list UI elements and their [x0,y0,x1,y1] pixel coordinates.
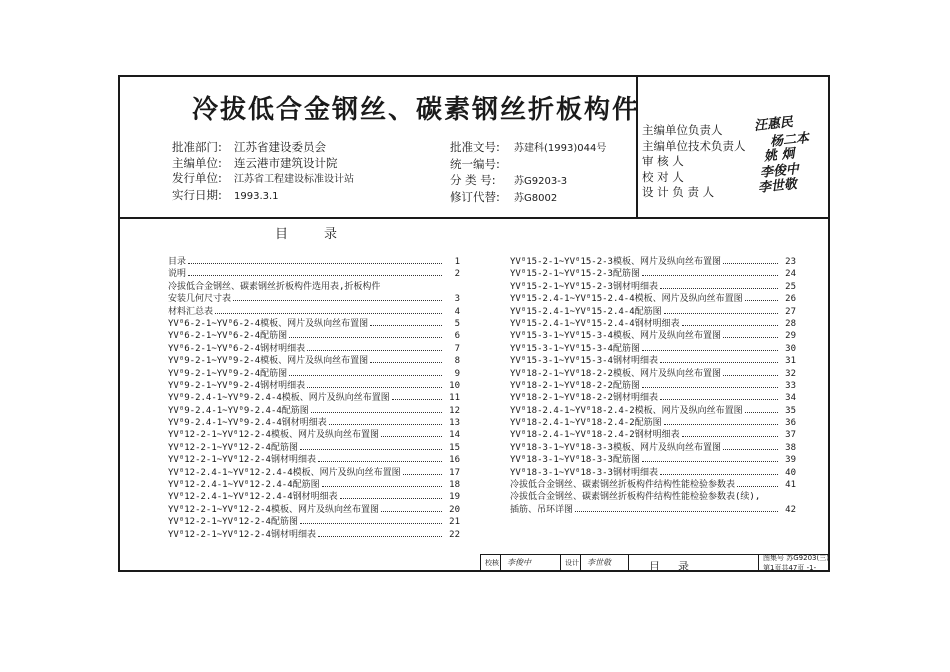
toc-entry [510,479,796,491]
toc-entry-title: YV⁰12-2.4-1~YV⁰12-2.4-4钢材明细表 [168,492,338,503]
toc-entry-title: YV⁰18-3-1~YV⁰18-3-3配筋图 [510,455,640,466]
toc-entry-page: 24 [785,269,796,280]
toc-entry-page: 8 [454,356,460,367]
toc-entry-page: 20 [449,504,460,515]
toc-leader-dots [188,263,442,264]
header-divider [636,77,638,217]
toc-leader-dots [723,337,778,338]
toc-entry-title: 插筋、吊环详图 [510,504,574,515]
toc-leader-dots [300,449,442,450]
toc-entry-title: YV⁰9-2-1~YV⁰9-2-4模板、网片及纵向丝布置图 [168,356,369,367]
toc-leader-dots [642,387,778,388]
toc-heading: 目录 [275,227,374,242]
toc-entry-page: 38 [785,442,796,453]
toc-entry-title: YV⁰9-2.4-1~YV⁰9-2.4-4配筋图 [168,405,309,416]
toc-entry [168,281,460,293]
person-role: 校 对 人 [642,169,684,184]
toc-entry-page: 35 [785,405,796,416]
toc-entry-title: YV⁰18-2.4-1~YV⁰18-2.4-2钢材明细表 [510,430,680,441]
toc-entry [168,429,460,441]
info-value: 苏G8002 [514,192,558,204]
toc-entry-title: 冷拔低合金钢丝、碳素钢丝折板构件结构性能检验参数表(续), [510,492,761,503]
info-label: 发行单位: [172,171,222,185]
toc-leader-dots [660,362,778,363]
info-label: 实行日期: [172,187,222,202]
toc-entry [168,293,460,305]
page-label: 第1页共47页 [763,564,805,572]
info-value: 江苏省建设委员会 [234,140,326,154]
toc-entry-title: YV⁰9-2.4-1~YV⁰9-2.4-4模板、网片及纵向丝布置图 [168,393,390,404]
signature: 李世敬 [757,177,798,196]
toc-entry-page: 31 [785,356,796,367]
toc-leader-dots [188,275,442,276]
toc-entry-page: 11 [449,393,460,404]
toc-leader-dots [664,313,778,314]
toc-left-column [168,256,460,541]
info-row [450,173,606,190]
toc-entry-title: YV⁰6-2-1~YV⁰6-2-4钢材明细表 [168,343,306,354]
toc-entry-title: YV⁰18-2-1~YV⁰18-2-2钢材明细表 [510,393,658,404]
signature: 杨二本 [769,130,810,150]
person-role: 审 核 人 [642,154,684,168]
toc-entry [510,405,796,417]
toc-entry [510,281,796,293]
toc-entry-page: 10 [449,380,460,391]
toc-leader-dots [660,399,778,400]
toc-entry-title: YV⁰15-3-1~YV⁰15-3-4钢材明细表 [510,356,658,367]
toc-entry-page: 15 [449,442,460,453]
info-value: 连云港市建筑设计院 [234,155,338,170]
person-row [642,146,796,170]
toc-entry-page: 5 [454,318,460,329]
info-value: 苏建科(1993)044号 [514,143,607,154]
toc-entry-title: YV⁰15-2-1~YV⁰15-2-3配筋图 [510,269,640,280]
toc-entry-page: 33 [785,380,796,391]
toc-entry-title: YV⁰18-3-1~YV⁰18-3-3模板、网片及纵向丝布置图 [510,442,721,453]
toc-entry-page: 2 [454,269,460,280]
toc-entry-page: 42 [785,504,796,515]
toc-entry-title: YV⁰15-2.4-1~YV⁰15-2.4-4模板、网片及纵向丝布置图 [510,294,743,305]
toc-entry [510,454,796,466]
toc-entry [510,293,796,305]
info-row [450,140,606,157]
toc-leader-dots [370,325,442,326]
toc-entry-title: YV⁰12-2-1~YV⁰12-2-4配筋图 [168,517,298,528]
approval-info-left [172,140,354,204]
person-row [642,115,794,139]
toc-entry [510,380,796,392]
toc-entry [168,343,460,355]
toc-entry-title: YV⁰12-2-1~YV⁰12-2-4模板、网片及纵向丝布置图 [168,430,379,441]
toc-leader-dots [215,313,442,314]
tb-label-check: 校核 [481,555,501,571]
toc-entry [168,330,460,342]
toc-entry [168,442,460,454]
title-block [480,554,829,571]
toc-leader-dots [745,300,778,301]
info-label: 主编单位: [172,155,222,170]
info-row [172,140,354,156]
toc-entry [510,343,796,355]
toc-leader-dots [723,263,778,264]
tb-label-design: 设计 [561,555,581,571]
info-label: 统一编号: [450,156,500,171]
toc-leader-dots [381,511,442,512]
toc-entry [510,442,796,454]
toc-entry-title: YV⁰15-2.4-1~YV⁰15-2.4-4配筋图 [510,306,662,317]
toc-entry-title: YV⁰18-2-1~YV⁰18-2-2配筋图 [510,380,640,391]
toc-entry [510,491,796,503]
toc-leader-dots [737,486,778,487]
toc-entry [168,380,460,392]
toc-entry-title: 目录 [168,257,187,267]
toc-entry [168,491,460,503]
toc-entry-title: 说明 [168,269,187,280]
toc-right-column [510,256,796,516]
toc-entry [510,306,796,318]
toc-leader-dots [403,474,442,475]
toc-leader-dots [307,350,442,351]
toc-entry [510,504,796,516]
toc-entry [168,318,460,330]
toc-entry [510,330,796,342]
toc-entry-page: 29 [785,331,796,342]
toc-entry [510,318,796,330]
toc-entry [510,368,796,380]
signature: 姚 炯 [763,146,796,165]
toc-entry-title: YV⁰15-2-1~YV⁰15-2-3钢材明细表 [510,281,658,292]
toc-entry-title: YV⁰18-2.4-1~YV⁰18-2.4-2配筋图 [510,418,662,429]
info-row [172,156,354,172]
info-row [450,157,606,174]
tb-atlas [763,553,829,573]
toc-entry [168,504,460,516]
toc-entry-title: YV⁰15-3-1~YV⁰15-3-4模板、网片及纵向丝布置图 [510,331,721,342]
signature: 汪惠民 [753,115,794,134]
toc-entry [168,392,460,404]
toc-entry-page: 28 [785,318,796,329]
sheet-header [120,77,828,219]
toc-leader-dots [664,424,778,425]
info-label: 修订代替: [450,189,500,204]
toc-entry [168,454,460,466]
toc-entry-title: YV⁰9-2-1~YV⁰9-2-4钢材明细表 [168,380,306,391]
toc-entry-title: YV⁰18-2-1~YV⁰18-2-2模板、网片及纵向丝布置图 [510,368,721,379]
toc-entry-page: 13 [449,418,460,429]
toc-entry [168,405,460,417]
toc-entry-title: YV⁰18-3-1~YV⁰18-3-3钢材明细表 [510,467,658,478]
toc-leader-dots [311,412,442,413]
toc-entry [168,417,460,429]
toc-entry [510,268,796,280]
info-value: 江苏省工程建设标准设计站 [234,174,354,185]
toc-entry-title: YV⁰12-2-1~YV⁰12-2-4配筋图 [168,442,298,453]
toc-entry-page: 12 [449,405,460,416]
toc-entry-page: 16 [449,455,460,466]
toc-leader-dots [318,461,442,462]
toc-entry [168,516,460,528]
toc-entry-page: 21 [449,517,460,528]
toc-leader-dots [392,399,442,400]
responsible-persons [642,115,810,201]
toc-leader-dots [318,536,442,537]
toc-entry-title: YV⁰12-2.4-1~YV⁰12-2.4-4配筋图 [168,480,320,491]
toc-leader-dots [233,300,442,301]
toc-entry-page: 14 [449,430,460,441]
toc-entry-title: YV⁰18-2.4-1~YV⁰18-2.4-2模板、网片及纵向丝布置图 [510,405,743,416]
toc-entry-title: YV⁰9-2-1~YV⁰9-2-4配筋图 [168,368,288,379]
toc-entry [510,392,796,404]
toc-entry [168,479,460,491]
toc-entry-title: 材料汇总表 [168,306,214,317]
toc-entry-page: 1 [454,257,460,267]
toc-leader-dots [660,288,778,289]
info-label: 批准文号: [450,140,500,154]
toc-entry-page: 40 [785,467,796,478]
info-label: 批准部门: [172,140,222,154]
toc-leader-dots [300,523,442,524]
info-row [450,190,606,207]
toc-entry-title: YV⁰12-2-1~YV⁰12-2-4钢材明细表 [168,455,316,466]
toc-entry-page: 39 [785,455,796,466]
toc-entry [510,256,796,268]
toc-entry-title: YV⁰9-2.4-1~YV⁰9-2.4-4钢材明细表 [168,418,327,429]
toc-leader-dots [575,511,778,512]
toc-entry [168,368,460,380]
toc-leader-dots [340,498,442,499]
toc-leader-dots [723,449,778,450]
toc-entry [168,256,460,268]
toc-leader-dots [642,461,778,462]
toc-leader-dots [289,375,442,376]
toc-entry-title: YV⁰15-3-1~YV⁰15-3-4配筋图 [510,343,640,354]
toc-entry-page: 19 [449,492,460,503]
toc-leader-dots [370,362,442,363]
toc-entry-page: 22 [449,529,460,540]
toc-entry-title: YV⁰15-2.4-1~YV⁰15-2.4-4钢材明细表 [510,318,680,329]
toc-entry-page: 36 [785,418,796,429]
toc-entry-page: 23 [785,257,796,267]
tb-sig-design: 李世敬 [581,555,629,571]
info-row [172,188,354,205]
toc-entry [510,467,796,479]
toc-entry-title: YV⁰6-2-1~YV⁰6-2-4模板、网片及纵向丝布置图 [168,318,369,329]
toc-entry [168,306,460,318]
toc-entry-page: 18 [449,480,460,491]
toc-entry [168,355,460,367]
toc-entry-title: YV⁰12-2-1~YV⁰12-2-4钢材明细表 [168,529,316,540]
info-label: 分 类 号: [450,173,496,187]
toc-leader-dots [745,412,778,413]
drawing-sheet [118,75,830,572]
page-title: 冷拔低合金钢丝、碳素钢丝折板构件 [192,95,641,125]
toc-entry-title: YV⁰12-2-1~YV⁰12-2-4模板、网片及纵向丝布置图 [168,504,379,515]
atlas-no: 苏G9203(三) [786,554,829,562]
atlas-label: 图集号 [763,554,784,562]
toc-entry-page: 6 [454,331,460,342]
page-no: -1- [806,564,817,572]
toc-leader-dots [682,325,778,326]
toc-entry-page: 30 [785,343,796,354]
tb-sig-check: 李俊中 [501,555,561,571]
toc-entry-title: 安装几何尺寸表 [168,294,232,305]
toc-leader-dots [642,275,778,276]
toc-entry-page: 26 [785,294,796,305]
toc-leader-dots [642,350,778,351]
toc-entry-title: 冷拔低合金钢丝、碳素钢丝折板构件结构性能检验参数表 [510,480,736,491]
toc-entry-title: YV⁰15-2-1~YV⁰15-2-3模板、网片及纵向丝布置图 [510,257,721,267]
person-row [642,177,798,201]
toc-leader-dots [723,375,778,376]
toc-entry-page: 37 [785,430,796,441]
toc-entry-title: YV⁰12-2.4-1~YV⁰12-2.4-4模板、网片及纵向丝布置图 [168,467,401,478]
toc-entry-title: YV⁰6-2-1~YV⁰6-2-4配筋图 [168,331,288,342]
toc-entry-page: 4 [454,306,460,317]
toc-leader-dots [660,474,778,475]
toc-leader-dots [322,486,442,487]
signature: 李俊中 [759,161,800,181]
toc-leader-dots [381,436,442,437]
tb-title: 目录 [649,560,707,573]
person-role: 主编单位技术负责人 [642,138,746,153]
toc-leader-dots [682,436,778,437]
approval-info-mid [450,140,606,206]
person-role: 主编单位负责人 [642,123,723,137]
toc-entry-page: 41 [785,480,796,491]
toc-leader-dots [329,424,442,425]
toc-entry [510,417,796,429]
toc-entry-page: 17 [449,467,460,478]
toc-entry-page: 25 [785,281,796,292]
info-value: 苏G9203-3 [514,176,568,187]
toc-leader-dots [289,337,442,338]
toc-entry [168,467,460,479]
toc-entry-title: 冷拔低合金钢丝、碳素钢丝折板构件选用表,折板构件 [168,281,381,292]
person-role: 设 计 负 责 人 [642,185,715,199]
toc-leader-dots [307,387,442,388]
info-row [172,171,354,188]
toc-entry-page: 7 [454,343,460,354]
toc-entry [168,529,460,541]
toc-entry [168,268,460,280]
toc-entry-page: 27 [785,306,796,317]
toc-entry [510,429,796,441]
toc-entry [510,355,796,367]
toc-entry-page: 3 [454,294,460,305]
toc-entry-page: 32 [785,368,796,379]
toc-entry-page: 9 [454,368,460,379]
toc-entry-page: 34 [785,393,796,404]
info-value: 1993.3.1 [234,190,279,202]
